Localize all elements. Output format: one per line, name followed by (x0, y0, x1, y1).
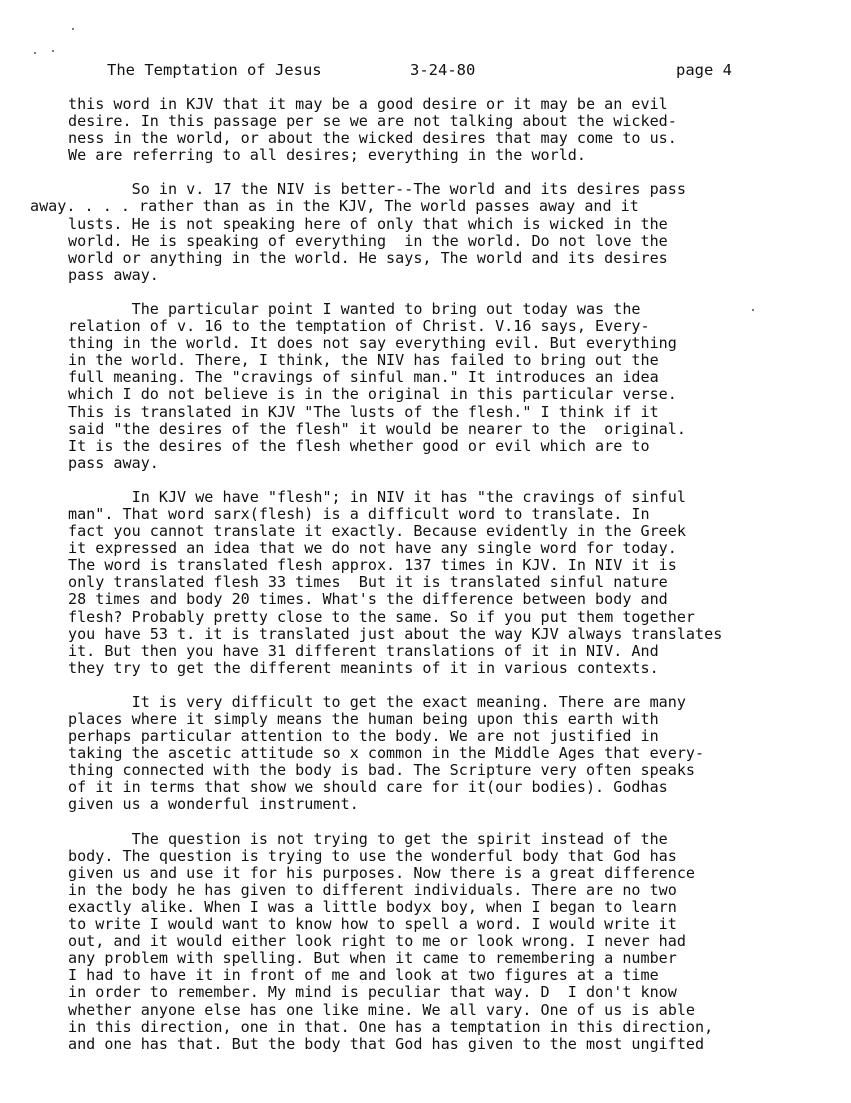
text-line: in order to remember. My mind is peculiar that way. D I don't know (68, 983, 677, 1002)
text-line: in the world. There, I think, the NIV has failed to bring out the (68, 351, 659, 370)
text-line: exactly alike. When I was a little bodyx boy, when I began to learn (68, 897, 677, 916)
text-line: in the body he has given to different individuals. There are no two (68, 880, 677, 899)
text-line: In KJV we have "flesh"; in NIV it has "the cravings of sinful (68, 487, 686, 506)
text-line: body. The question is trying to use the wonderful body that God has (68, 846, 677, 865)
text-line: desire. In this passage per se we are not talking about the wicked- (68, 112, 677, 131)
text-line: taking the ascetic attitude so x common in the Middle Ages that every- (68, 744, 705, 763)
paragraph (0, 301, 851, 472)
text-line: which I do not believe is in the original in this particular verse. (68, 385, 677, 404)
text-line: said "the desires of the flesh" it would be nearer to the original. (68, 419, 686, 438)
text-line: out, and it would either look right to me or look wrong. I never had (68, 932, 686, 951)
text-line: and one has that. But the body that God has given to the most ungifted (68, 1034, 705, 1053)
text-line: full meaning. The "cravings of sinful man." It introduces an idea (68, 368, 659, 387)
text-line: The particular point I wanted to bring out today was the (68, 299, 641, 318)
document-date: 3-24-80 (410, 61, 476, 79)
text-line: away. . . . rather than as in the KJV, The world passes away and it (30, 197, 639, 216)
text-line: thing in the world. It does not say everything evil. But everything (68, 334, 677, 353)
text-line: I had to have it in front of me and look at two figures at a time (68, 966, 659, 985)
text-line: The word is translated flesh approx. 137 times in KJV. In NIV it is (68, 556, 677, 575)
text-line: lusts. He is not speaking here of only that which is wicked in the (68, 214, 668, 233)
text-line: only translated flesh 33 times But it is translated sinful nature (68, 573, 668, 592)
paragraph (0, 489, 851, 677)
text-line: places where it simply means the human being upon this earth with (68, 710, 659, 728)
text-line: flesh? Probably pretty close to the same. So if you put them together (68, 607, 696, 626)
text-line: any problem with spelling. But when it came to remembering a number (68, 949, 677, 968)
paragraph (0, 831, 851, 1053)
paper-speck (72, 28, 74, 30)
paper-speck (52, 50, 54, 52)
text-line: It is very difficult to get the exact meaning. There are many (68, 692, 686, 711)
text-line: of it in terms that show we should care for it(our bodies). Godhas (68, 778, 668, 797)
text-line: We are referring to all desires; everything in the world. (68, 146, 586, 165)
text-line: 28 times and body 20 times. What's the difference between body and (68, 590, 668, 609)
paragraph (0, 96, 851, 164)
text-line: So in v. 17 the NIV is better--The world and its desires pass (68, 180, 686, 199)
text-line: they try to get the different meanints of it in various contexts. (68, 658, 659, 677)
page-number: page 4 (676, 61, 732, 79)
text-line: thing connected with the body is bad. The Scripture very often speaks (68, 761, 696, 780)
text-line: it. But then you have 31 different translations of it in NIV. And (68, 641, 659, 660)
paragraph (0, 181, 851, 284)
text-line: you have 53 t. it is translated just about the way KJV always translates (68, 624, 723, 643)
text-line: It is the desires of the flesh whether good or evil which are to (68, 436, 650, 455)
text-line: pass away. (68, 265, 159, 284)
text-line: world or anything in the world. He says, The world and its desires (68, 248, 668, 267)
paper-speck (34, 52, 36, 54)
document-title: The Temptation of Jesus (107, 61, 322, 79)
paragraph (0, 694, 851, 814)
page-header (0, 61, 851, 81)
text-line: it expressed an idea that we do not have any single word for today. (68, 539, 677, 558)
text-line: man". That word sarx(flesh) is a difficult word to translate. In (68, 504, 650, 523)
text-line: in this direction, one in that. One has a temptation in this direction, (68, 1017, 714, 1036)
text-line: fact you cannot translate it exactly. Because evidently in the Greek (68, 522, 686, 541)
text-line: given us and use it for his purposes. Now there is a great difference (68, 863, 696, 882)
text-line: This is translated in KJV "The lusts of the flesh." I think if it (68, 402, 659, 421)
text-line: given us a wonderful instrument. (68, 795, 359, 814)
text-line: ness in the world, or about the wicked desires that may come to us. (68, 129, 677, 148)
text-line: whether anyone else has one like mine. We all vary. One of us is able (68, 1000, 696, 1019)
text-line: world. He is speaking of everything in the world. Do not love the (68, 231, 668, 250)
text-line: perhaps particular attention to the body. We are not justified in (68, 727, 659, 746)
text-line: this word in KJV that it may be a good desire or it may be an evil (68, 95, 668, 113)
text-line: pass away. (68, 453, 159, 472)
text-line: to write I would want to know how to spell a word. I would write it (68, 915, 677, 934)
body-text (0, 96, 851, 1070)
text-line: The question is not trying to get the spirit instead of the (68, 829, 668, 848)
text-line: relation of v. 16 to the temptation of Christ. V.16 says, Every- (68, 317, 650, 336)
